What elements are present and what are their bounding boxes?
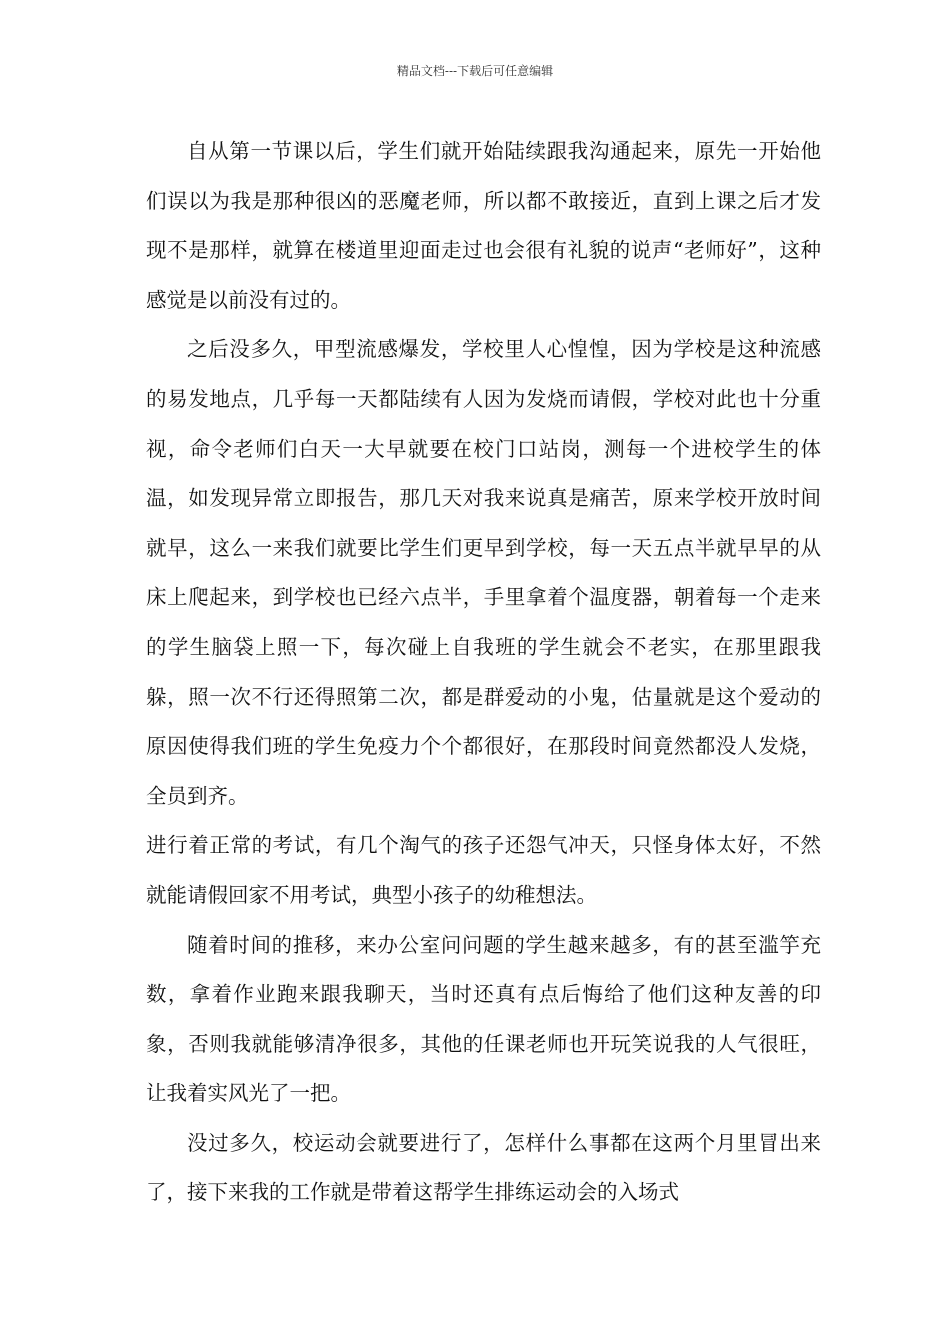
paragraph-4: 随着时间的推移，来办公室问问题的学生越来越多，有的甚至滥竽充数，拿着作业跑来跟我聊天，当时还真有点后悔给了他们这种友善的印象，否则我就能够清净很多，其他的任课老师也开玩笑说我的人气很旺，让我着实风光了一把。	[146, 932, 821, 1106]
paragraph-3: 进行着正常的考试，有几个淘气的孩子还怨气冲天，只怪身体太好，不然就能请假回家不用考试，典型小孩子的幼稚想法。	[146, 833, 821, 907]
paragraph-2: 之后没多久，甲型流感爆发，学校里人心惶惶，因为学校是这种流感的易发地点，几乎每一天都陆续有人因为发烧而请假，学校对此也十分重视，命令老师们白天一大早就要在校门口站岗，测每一个进校学生的体温，如发现异常立即报告，那几天对我来说真是痛苦，原来学校开放时间就早，这么一来我们就要比学生们更早到学校，每一天五点半就早早的从床上爬起来，到学校也已经六点半，手里拿着个温度器，朝着每一个走来的学生脑袋上照一下，每次碰上自我班的学生就会不老实，在那里跟我躲，照一次不行还得照第二次，都是群爱动的小鬼，估量就是这个爱动的原因使得我们班的学生免疫力个个都很好，在那段时间竟然都没人发烧，全员到齐。	[146, 337, 821, 808]
paragraph-1: 自从第一节课以后，学生们就开始陆续跟我沟通起来，原先一开始他们误以为我是那种很凶的恶魔老师，所以都不敢接近，直到上课之后才发现不是那样，就算在楼道里迎面走过也会很有礼貌的说声“老师好”，这种感觉是以前没有过的。	[146, 139, 821, 312]
page-header: 精品文档---下载后可任意编辑	[396, 64, 554, 78]
document-body	[146, 127, 821, 1218]
paragraph-5: 没过多久，校运动会就要进行了，怎样什么事都在这两个月里冒出来了，接下来我的工作就是带着这帮学生排练运动会的入场式	[146, 1130, 821, 1205]
